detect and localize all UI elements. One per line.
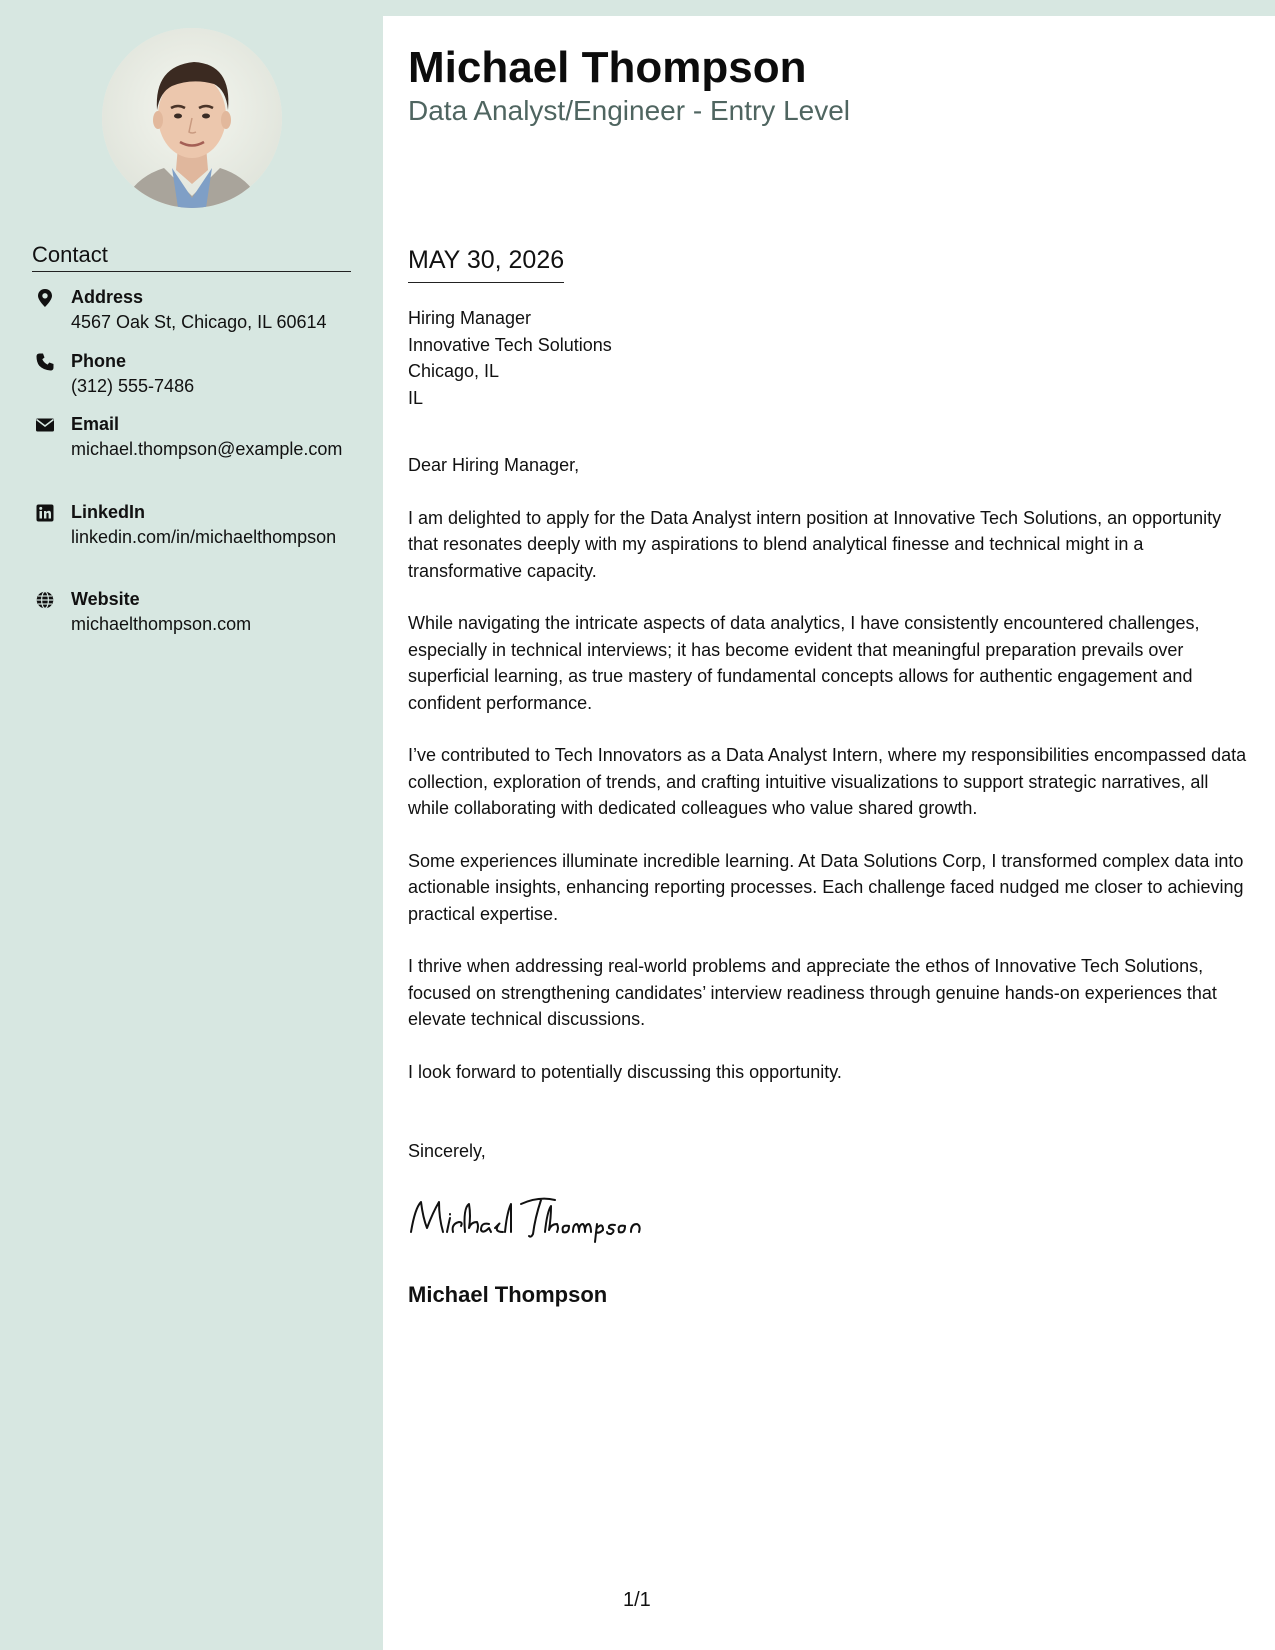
contact-label-linkedin: LinkedIn <box>71 502 146 522</box>
contact-label-phone: Phone <box>71 351 127 371</box>
phone-icon <box>35 352 55 372</box>
sidebar <box>0 0 383 1650</box>
contact-value-linkedin[interactable]: linkedin.com/in/michaelthompson <box>71 527 337 547</box>
contact-value-phone: (312) 555-7486 <box>71 376 195 396</box>
body-paragraph: I look forward to potentially discussing this opportunity. <box>408 1061 842 1082</box>
body-paragraph: I thrive when addressing real-world problems and appreciate the ethos of Innovative Tech Solutions, focused on strengthening candidates’ interview readiness through genuine hands-on experiences that elevate technical discussions. <box>408 956 1217 1029</box>
body-paragraph: I am delighted to apply for the Data Analyst intern position at Innovative Tech Solutions, an opportunity that resonates deeply with my aspirations to blend analytical finesse and technical might in a transformative capacity. <box>408 507 1222 581</box>
signer-name: Michael Thompson <box>408 1282 608 1307</box>
recipient-line: Hiring Manager <box>408 308 532 328</box>
globe-icon <box>35 590 55 610</box>
map-pin-icon <box>35 288 55 308</box>
applicant-name: Michael Thompson <box>408 43 807 92</box>
contact-label-address: Address <box>71 287 144 307</box>
profile-photo-illustration <box>102 28 282 208</box>
envelope-icon <box>35 415 55 435</box>
contact-label-email: Email <box>71 414 120 434</box>
closing: Sincerely, <box>408 1141 486 1161</box>
profile-photo <box>102 28 282 208</box>
recipient-block <box>408 305 612 411</box>
linkedin-icon <box>35 503 55 523</box>
letter-body <box>408 452 1254 1111</box>
recipient-line: IL <box>408 387 424 408</box>
letter-main <box>383 16 1275 1650</box>
body-paragraph: I’ve contributed to Tech Innovators as a Data Analyst Intern, where my responsibilities encompassed data collection, exploration of trends, and crafting intuitive visualizations to support strategic narratives, all while collaborating with dedicated colleagues who value shared growth. <box>408 745 1247 818</box>
contact-heading: Contact <box>32 242 351 272</box>
body-paragraph: While navigating the intricate aspects of data analytics, I have consistently encountered challenges, especially in technical interviews; it has become evident that meaningful preparation prevails over superficial learning, as true mastery of fundamental concepts allows for authentic engagement and confident performance. <box>408 613 1200 713</box>
contact-value-website[interactable]: michaelthompson.com <box>71 614 252 634</box>
contact-label-website: Website <box>71 589 140 609</box>
salutation: Dear Hiring Manager, <box>408 455 580 475</box>
contact-value-address: 4567 Oak St, Chicago, IL 60614 <box>71 312 327 332</box>
recipient-line: Chicago, IL <box>408 361 500 381</box>
letter-date: MAY 30, 2026 <box>408 244 564 283</box>
handwritten-signature <box>405 1188 675 1244</box>
recipient-line: Innovative Tech Solutions <box>408 334 612 355</box>
page-number: 1/1 <box>623 1589 651 1611</box>
job-title: Data Analyst/Engineer - Entry Level <box>408 95 851 126</box>
body-paragraph: Some experiences illuminate incredible learning. At Data Solutions Corp, I transformed complex data into actionable insights, enhancing reporting processes. Each challenge faced nudged me closer to achieving practical expertise. <box>408 850 1244 924</box>
contact-value-email[interactable]: michael.thompson@example.com <box>71 439 343 459</box>
